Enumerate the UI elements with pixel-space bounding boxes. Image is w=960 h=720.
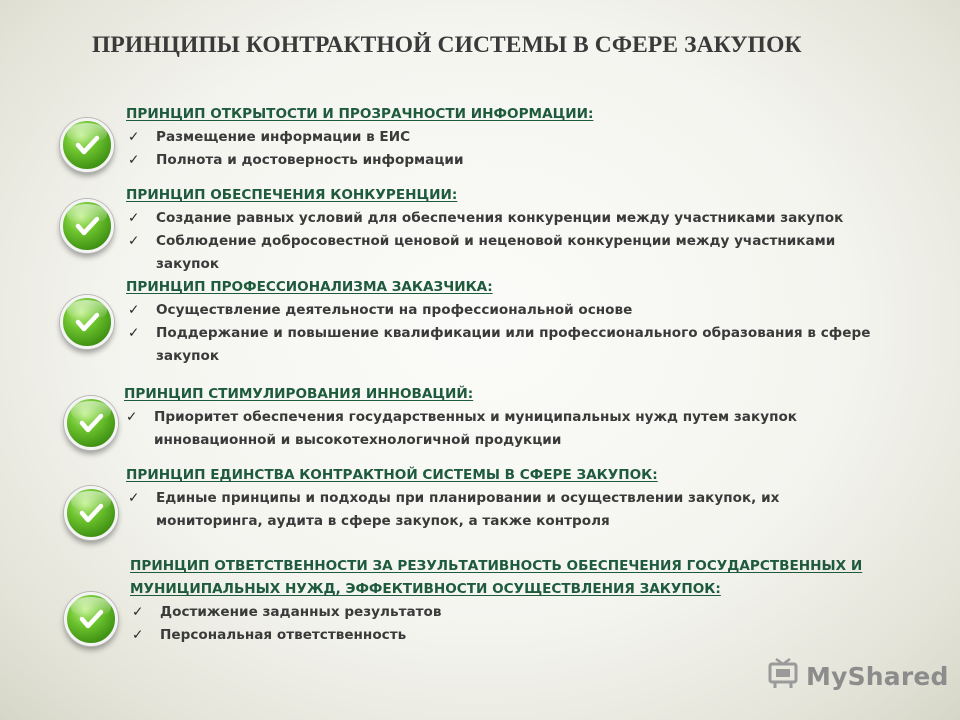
- list-item: ✓ Осуществление деятельности на профессиональной основе: [126, 299, 906, 322]
- list-item: ✓ Поддержание и повышение квалификации или профессионального образования в сфере закупок: [126, 322, 906, 368]
- list-item: ✓ Полнота и достоверность информации: [126, 149, 926, 172]
- list-item: ✓ Единые принципы и подходы при планировании и осуществлении закупок, их мониторинга, аудита в сфере закупок, а также контроля: [126, 487, 846, 533]
- principle-heading: ПРИНЦИП ОТКРЫТОСТИ И ПРОЗРАЧНОСТИ ИНФОРМАЦИИ:: [126, 106, 594, 122]
- checkmark-bullet-icon: ✓: [128, 129, 140, 145]
- page-title: ПРИНЦИПЫ КОНТРАКТНОЙ СИСТЕМЫ В СФЕРЕ ЗАКУПОК: [92, 32, 802, 58]
- list-item: ✓ Персональная ответственность: [130, 624, 890, 647]
- list-item: ✓ Достижение заданных результатов: [130, 601, 890, 624]
- checkmark-bullet-icon: ✓: [128, 325, 140, 341]
- list-item: ✓ Размещение информации в ЕИС: [126, 126, 926, 149]
- checkmark-bullet-icon: ✓: [128, 152, 140, 168]
- principle-block: [126, 464, 846, 533]
- check-badge-icon: [60, 199, 114, 253]
- checkmark-bullet-icon: ✓: [132, 627, 144, 643]
- principle-block: [126, 184, 876, 276]
- check-badge-icon: [64, 592, 118, 646]
- principle-heading: ПРИНЦИП СТИМУЛИРОВАНИЯ ИННОВАЦИЙ:: [124, 386, 474, 402]
- principle-block: [126, 103, 926, 172]
- list-item: ✓ Создание равных условий для обеспечения конкуренции между участниками закупок: [126, 207, 876, 230]
- checkmark-bullet-icon: ✓: [128, 233, 140, 249]
- checkmark-bullet-icon: ✓: [128, 490, 140, 506]
- checkmark-bullet-icon: ✓: [126, 409, 138, 425]
- checkmark-bullet-icon: ✓: [128, 210, 140, 226]
- list-item: ✓ Соблюдение добросовестной ценовой и неценовой конкуренции между участниками закупок: [126, 230, 876, 276]
- principle-heading: ПРИНЦИП ЕДИНСТВА КОНТРАКТНОЙ СИСТЕМЫ В СФЕРЕ ЗАКУПОК:: [126, 467, 658, 483]
- check-badge-icon: [64, 486, 118, 540]
- principle-block: [124, 383, 864, 452]
- principle-heading: ПРИНЦИП ОБЕСПЕЧЕНИЯ КОНКУРЕНЦИИ:: [126, 187, 458, 203]
- checkmark-bullet-icon: ✓: [132, 604, 144, 620]
- check-badge-icon: [64, 396, 118, 450]
- myshared-logo-icon: [766, 658, 800, 694]
- list-item: ✓ Приоритет обеспечения государственных и муниципальных нужд путем закупок инновационной и высокотехнологичной продукции: [124, 406, 864, 452]
- principle-heading: ПРИНЦИП ПРОФЕССИОНАЛИЗМА ЗАКАЗЧИКА:: [126, 279, 493, 295]
- watermark-logo: [766, 656, 949, 696]
- principle-block: [130, 555, 890, 647]
- check-badge-icon: [60, 295, 114, 349]
- check-badge-icon: [60, 118, 114, 172]
- checkmark-bullet-icon: ✓: [128, 302, 140, 318]
- principle-block: [126, 276, 906, 368]
- watermark-text: MyShared: [806, 661, 949, 691]
- principle-heading: ПРИНЦИП ОТВЕТСТВЕННОСТИ ЗА РЕЗУЛЬТАТИВНОСТЬ ОБЕСПЕЧЕНИЯ ГОСУДАРСТВЕННЫХ И МУНИЦИПАЛЬНЫХ НУЖД, ЭФФЕКТИВНОСТИ ОСУЩЕСТВЛЕНИЯ ЗАКУПОК:: [130, 558, 863, 597]
